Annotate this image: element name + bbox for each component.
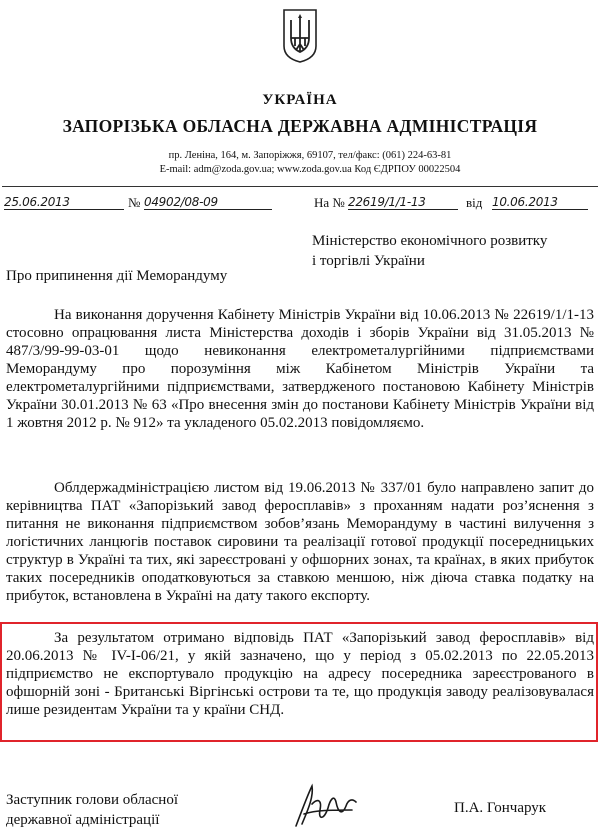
addressee-block — [312, 231, 592, 271]
outgoing-number: 04902/08-09 — [144, 195, 272, 210]
country-heading: УКРАЇНА — [262, 92, 338, 108]
signatory-position — [6, 790, 178, 830]
addressee-line: Міністерство економічного розвитку — [312, 233, 548, 249]
incoming-number: 22619/1/1-13 — [348, 195, 458, 210]
organization-heading: ЗАПОРІЗЬКА ОБЛАСНА ДЕРЖАВНА АДМІНІСТРАЦІЯ — [62, 116, 538, 136]
incoming-date-prefix: від — [466, 195, 483, 210]
registration-line — [2, 193, 598, 217]
addressee-line: і торгівлі України — [312, 253, 425, 269]
position-line: Заступник голови обласної — [6, 792, 178, 808]
outgoing-date: 25.06.2013 — [4, 195, 124, 210]
handwritten-signature-icon — [292, 780, 362, 832]
address-block — [90, 149, 530, 177]
incoming-prefix: На № — [314, 195, 345, 210]
signatory-name: П.А. Гончарук — [454, 800, 547, 816]
body-paragraph: Облдержадміністрацією листом від 19.06.2013 № 337/01 було направлено запит до керівництва ПАТ «Запорізький завод феросплавів» з проханням надати роз’яснення з питання не виконання підприємством зобов’язань Меморандуму в частині вилучення з логістичних ланцюгів поставок сировини та реалізації готової продукції посередницьких структур в Україні та тих, які зареєстровані у офшорних зонах, та країнах, в яких прибуток таких посередників оподатковуються за ставкою меншою, ніж діюча ставка податку на прибуток, встановлена в Україні на дату такого експорту. — [6, 480, 594, 604]
letter-subject: Про припинення дії Меморандуму — [6, 268, 228, 284]
number-prefix: № — [128, 195, 141, 210]
header-divider — [2, 186, 598, 187]
highlighted-paragraph: За результатом отримано відповідь ПАТ «Запорізький завод феросплавів» від 20.06.2013 № IV-I-06/21, у якій зазначено, що у період з 05.02.2013 по 22.05.2013 підприємство не експортувало продукцію на адресу посередника зареєстрованого в офшорній зоні - Британські Віргінські острови та те, що продукція заводу реалізовувалася лише резидентам України та у країни СНД. — [6, 630, 594, 718]
body-paragraph: На виконання доручення Кабінету Міністрів України від 10.06.2013 № 22619/1/1-13 стосовно опрацювання листа Міністерства доходів і зборів України від 31.05.2013 № 487/3/99-99-03-01 щодо невиконання електрометалургійними підприємствами Меморандуму про порозуміння між Кабінетом Міністрів України та електрометалургійними підприємствами, затвердженого постановою Кабінету Міністрів України 30.01.2013 № 63 «Про внесення змін до постанови Кабінету Міністрів України від 1 жовтня 2012 р. № 912» та укладеного 05.02.2013 повідомляємо. — [6, 307, 594, 431]
address-line: пр. Леніна, 164, м. Запоріжжя, 69107, тел/факс: (061) 224-63-81 — [168, 150, 452, 161]
contact-line: E-mail: adm@zoda.gov.ua; www.zoda.gov.ua Код ЄДРПОУ 00022504 — [159, 164, 461, 175]
incoming-date: 10.06.2013 — [492, 195, 588, 210]
trident-coat-of-arms-icon — [282, 8, 318, 64]
position-line: державної адміністрації — [6, 812, 160, 828]
